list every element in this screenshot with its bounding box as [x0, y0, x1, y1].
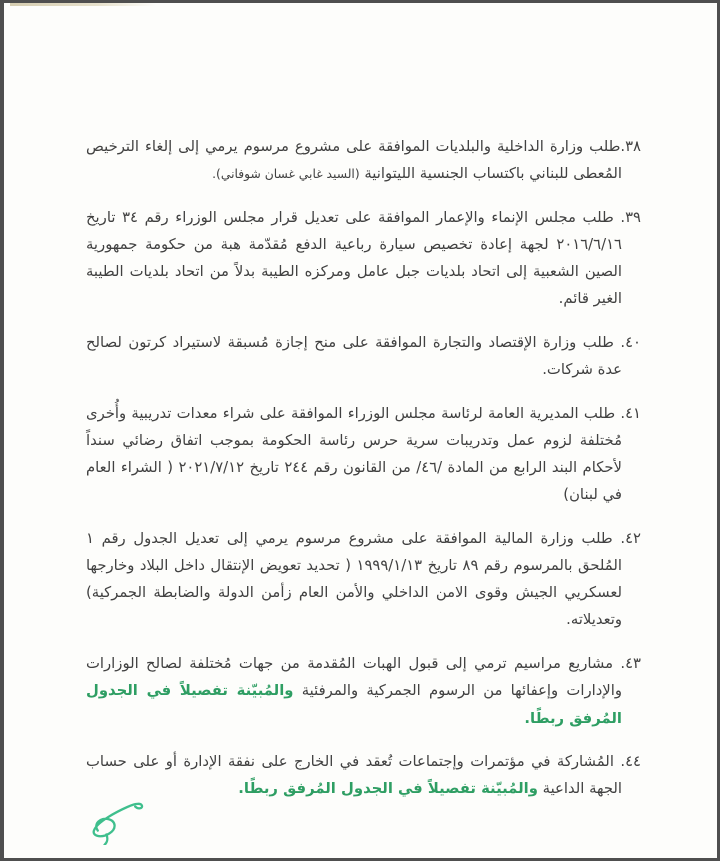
item-text: طلب وزارة المالية الموافقة على مشروع مرسوم يرمي إلى تعديل الجدول رقم ١ المُلحق بالمرسوم رقم ٨٩ تاريخ ١٩٩٩/١/١٣ ( تحديد تعويض الإنتقال داخل البلاد وخارجها لعسكريي الجيش وقوى الامن الداخلي والأمن العام زأمن الدولة والضابطة الجمركية) وتعديلاته. [86, 530, 622, 628]
agenda-item-40 [86, 329, 641, 384]
item-number: ٤٤. [613, 753, 641, 770]
agenda-item-43 [86, 650, 641, 732]
item-text: المُشاركة في مؤتمرات وإجتماعات تُعقد في الخارج على نفقة الإدارة أو على حساب الجهة الداعية [86, 753, 622, 797]
agenda-item-38 [86, 133, 641, 188]
item-number: ٤٣. [613, 655, 641, 672]
item-text: مشاريع مراسيم ترمي إلى قبول الهبات المُقدمة من جهات مُختلفة لصالح الوزارات والإدارات وإعفائها من الرسوم الجمركية والمرفئية [86, 655, 622, 699]
item-text: طلب المديرية العامة لرئاسة مجلس الوزراء الموافقة على شراء معدات تدريبية وأُخرى مُختلفة لزوم عمل وتدريبات سرية حرس رئاسة الحكومة بموجب اتفاق رضائي سنداً لأحكام البند الرابع من المادة /٤٦/ من القانون رقم ٢٤٤ تاريخ ٢٠٢١/٧/١٢ ( الشراء العام في لبنان) [86, 405, 622, 503]
item-highlight-text: والمُبيّنة تفصيلاً في الجدول المُرفق ربطًا. [238, 780, 538, 797]
item-number: ٣٨. [620, 138, 641, 155]
agenda-item-42 [86, 525, 641, 634]
agenda-list [4, 3, 717, 803]
item-number: ٤١. [615, 405, 641, 422]
signature-mark [82, 797, 150, 845]
item-number: ٣٩. [613, 209, 641, 226]
item-text: طلب مجلس الإنماء والإعمار الموافقة على تعديل قرار مجلس الوزراء رقم ٣٤ تاريخ ٢٠١٦/٦/١٦ لجهة إعادة تخصيص سيارة رباعية الدفع مُقدّمة هبة من حكومة جمهورية الصين الشعبية إلى اتحاد بلديات جبل عامل ومركزه الطيبة بدلاً من اتحاد بلديات الطيبة الغير قائم. [86, 209, 622, 307]
item-text: طلب وزارة الإقتصاد والتجارة الموافقة على منح إجازة مُسبقة لاستيراد كرتون لصالح عدة شركات. [86, 334, 622, 378]
item-number: ٤٠. [613, 334, 641, 351]
agenda-item-39 [86, 204, 641, 313]
item-text: طلب وزارة الداخلية والبلديات الموافقة على مشروع مرسوم يرمي إلى إلغاء الترخيص المُعطى للبناني باكتساب الجنسية الليتوانية [86, 138, 622, 182]
item-highlight-text: والمُبيّنة تفصيلاً في الجدول المُرفق ربطًا. [86, 682, 622, 727]
scan-edge-artifact [10, 3, 156, 6]
item-paren-note: (السيد غابي غسان شوفاني). [212, 167, 360, 181]
agenda-item-41 [86, 400, 641, 509]
item-number: ٤٢. [612, 530, 641, 547]
agenda-item-44 [86, 748, 641, 803]
